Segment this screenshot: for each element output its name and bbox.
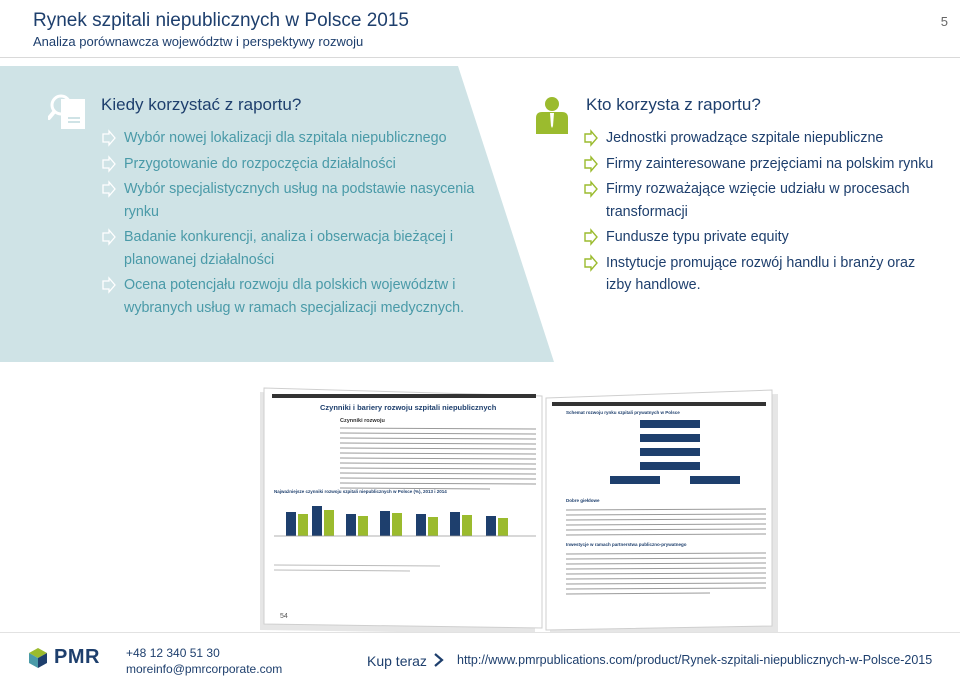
pmr-logo	[28, 646, 100, 669]
pmr-cube-icon	[28, 647, 48, 669]
report-preview	[250, 380, 790, 640]
list-item	[583, 252, 938, 297]
list-item-text: Instytucje promujące rozwój handlu i branży oraz izby handlowe.	[606, 254, 916, 293]
preview-right-section2: Dobre giełdowe	[566, 498, 600, 503]
list-item	[101, 274, 501, 319]
arrow-icon	[101, 226, 117, 248]
list-item	[101, 153, 501, 176]
preview-left-page	[264, 388, 542, 628]
person-icon	[534, 96, 570, 134]
arrow-icon	[101, 274, 117, 296]
arrow-icon	[101, 153, 117, 175]
arrow-icon	[101, 127, 117, 149]
preview-right-section3: Inwestycje w ramach partnerstwa publiczno-prywatnego	[566, 542, 687, 547]
page-footer	[0, 632, 960, 679]
arrow-icon	[583, 252, 599, 274]
page-number: 5	[940, 14, 948, 29]
page-subtitle: Analiza porównawcza województw i perspektywy rozwoju	[33, 34, 364, 49]
email-link[interactable]: moreinfo@pmrcorporate.com	[126, 662, 283, 676]
product-url-link[interactable]: http://www.pmrpublications.com/product/Rynek-szpitali-niepublicznych-w-Polsce-2015	[457, 653, 933, 667]
phone-number: +48 12 340 51 30	[126, 646, 220, 660]
right-section-title: Kto korzysta z raportu?	[586, 95, 761, 114]
usage-list	[101, 127, 501, 322]
buy-now-link[interactable]: Kup teraz	[367, 653, 427, 669]
audience-list	[583, 127, 938, 300]
search-document-icon	[48, 92, 88, 132]
list-item-text: Fundusze typu private equity	[606, 229, 789, 245]
list-item	[583, 153, 938, 176]
preview-right-page	[546, 390, 772, 630]
list-item	[583, 127, 938, 150]
preview-right-section1: Schemat rozwoju rynku szpitali prywatnych w Polsce	[566, 410, 680, 415]
arrow-icon	[583, 226, 599, 248]
list-item	[101, 127, 501, 150]
arrow-icon	[583, 153, 599, 175]
preview-left-heading: Czynniki i bariery rozwoju szpitali niepublicznych	[320, 403, 497, 412]
list-item-text: Badanie konkurencji, analiza i obserwacja bieżącej i planowanej działalności	[124, 229, 454, 268]
preview-left-chart-title: Najważniejsze czynniki rozwoju szpitali niepublicznych w Polsce (%), 2013 i 2014	[274, 489, 447, 494]
preview-left-subheading: Czynniki rozwoju	[340, 418, 385, 424]
contact-info	[126, 645, 282, 677]
page-header	[0, 0, 960, 58]
list-item-text: Jednostki prowadzące szpitale niepubliczne	[606, 130, 884, 146]
list-item	[101, 226, 501, 271]
list-item	[101, 178, 501, 223]
logo-text: PMR	[54, 646, 100, 668]
left-section-title: Kiedy korzystać z raportu?	[101, 95, 302, 114]
list-item-text: Ocena potencjału rozwoju dla polskich województw i wybranych usług w ramach specjalizacji medycznych.	[124, 277, 465, 316]
list-item-text: Firmy rozważające wzięcie udziału w procesach transformacji	[606, 181, 910, 220]
list-item-text: Firmy zainteresowane przejęciami na polskim rynku	[606, 155, 934, 172]
arrow-icon	[101, 178, 117, 200]
chevron-right-icon	[433, 653, 445, 667]
list-item	[583, 178, 938, 223]
list-item-text: Wybór specjalistycznych usług na podstawie nasycenia rynku	[124, 181, 475, 220]
list-item	[583, 226, 938, 249]
arrow-icon	[583, 178, 599, 200]
list-item-text: Wybór nowej lokalizacji dla szpitala niepublicznego	[124, 130, 447, 146]
arrow-icon	[583, 127, 599, 149]
preview-left-page-number: 54	[280, 613, 288, 620]
page-title: Rynek szpitali niepublicznych w Polsce 2015	[33, 10, 409, 31]
list-item-text: Przygotowanie do rozpoczęcia działalności	[124, 155, 396, 172]
